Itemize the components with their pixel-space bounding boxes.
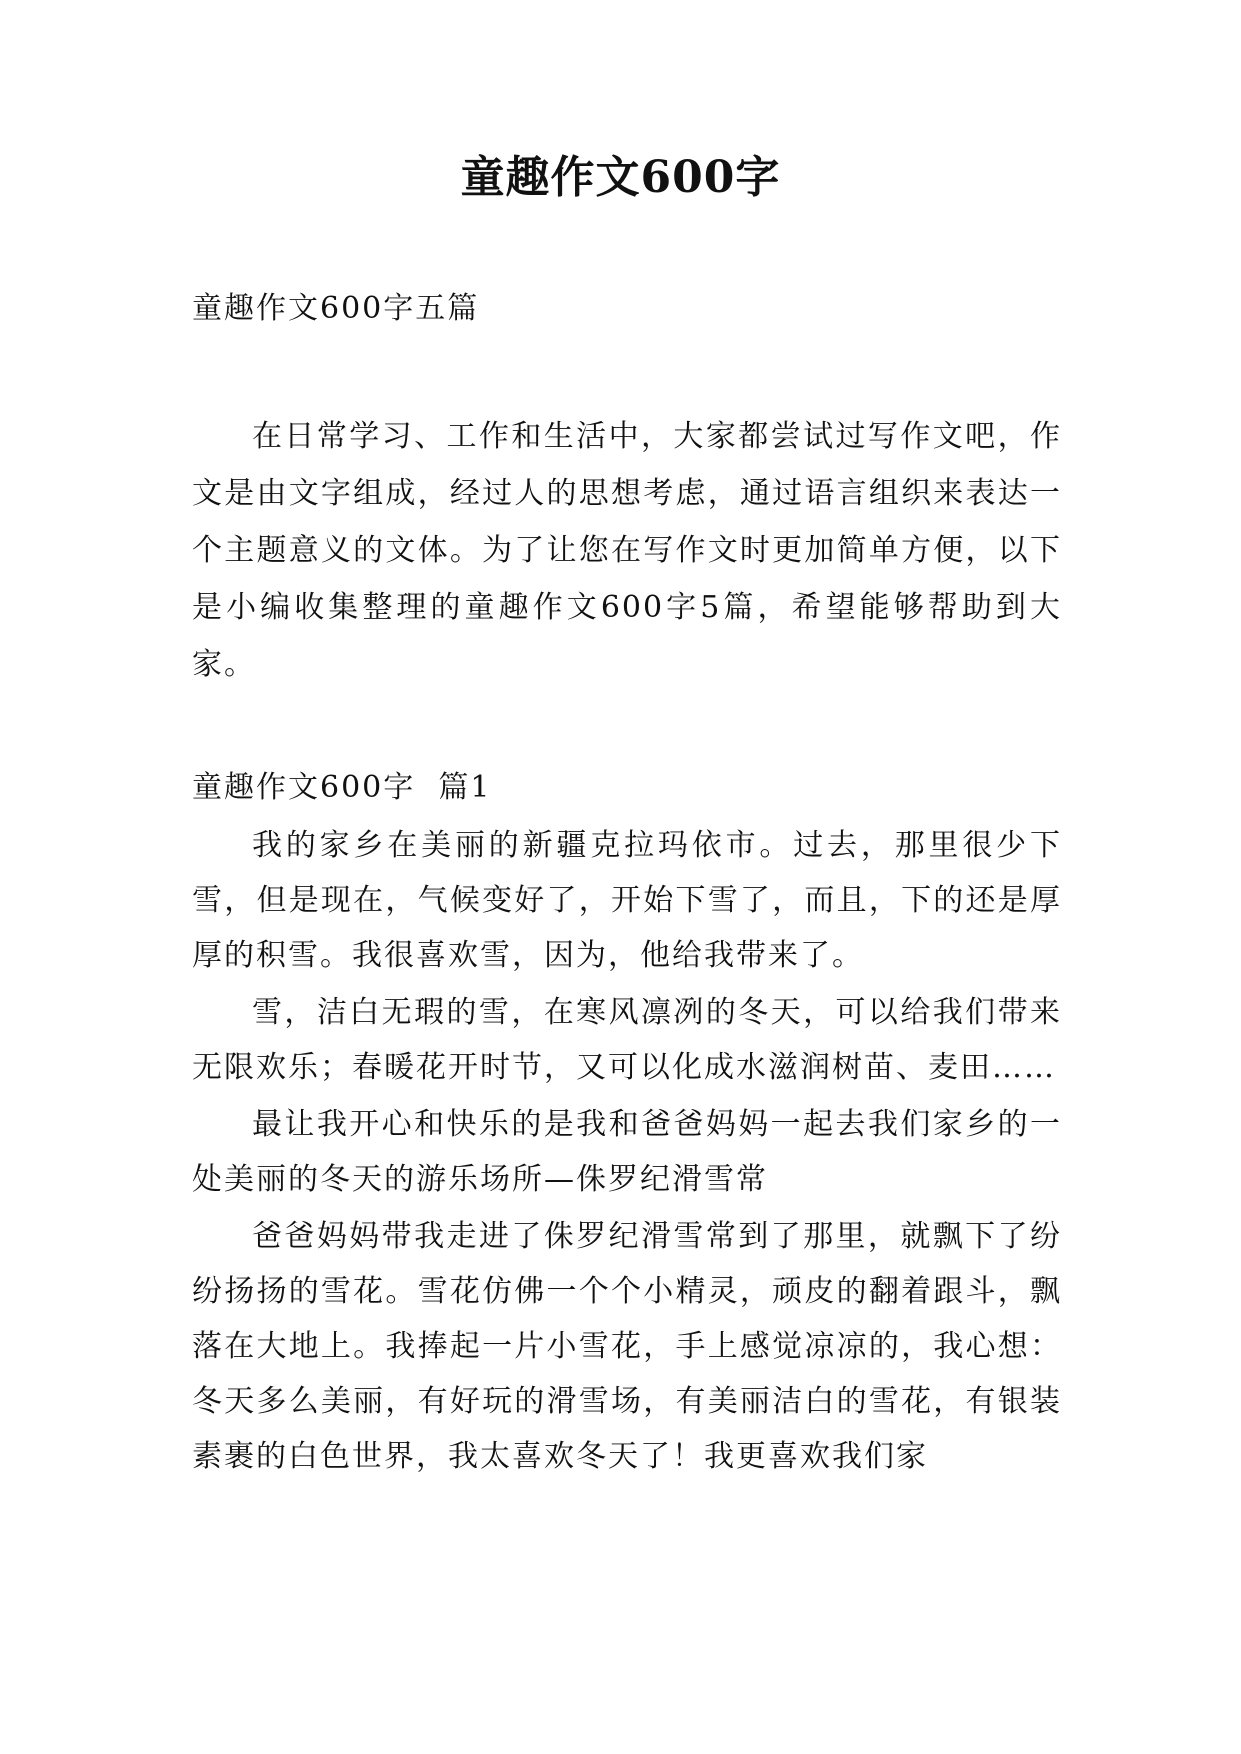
- essay-body: [192, 818, 1062, 1486]
- document-title: 童趣作文600字: [460, 152, 781, 203]
- section-heading: 童趣作文600字 篇1: [192, 770, 492, 805]
- essay-paragraph: 最让我开心和快乐的是我和爸爸妈妈一起去我们家乡的一处美丽的冬天的游乐场所—侏罗纪滑雪常: [192, 1107, 1062, 1197]
- document-subtitle: 童趣作文600字五篇: [192, 291, 480, 326]
- intro-section: [192, 408, 1062, 693]
- essay-paragraph: 爸爸妈妈带我走进了侏罗纪滑雪常到了那里，就飘下了纷纷扬扬的雪花。雪花仿佛一个个小精灵，顽皮的翻着跟斗，飘落在大地上。我捧起一片小雪花，手上感觉凉凉的，我心想：冬天多么美丽，有好玩的滑雪场，有美丽洁白的雪花，有银装素裹的白色世界，我太喜欢冬天了！我更喜欢我们家: [192, 1219, 1062, 1474]
- essay-paragraph: 雪，洁白无瑕的雪，在寒风凛冽的冬天，可以给我们带来无限欢乐；春暖花开时节，又可以化成水滋润树苗、麦田……: [192, 995, 1062, 1085]
- intro-paragraph: 在日常学习、工作和生活中，大家都尝试过写作文吧，作文是由文字组成，经过人的思想考虑，通过语言组织来表达一个主题意义的文体。为了让您在写作文时更加简单方便，以下是小编收集整理的童趣作文600字5篇，希望能够帮助到大家。: [192, 419, 1062, 682]
- essay-paragraph: 我的家乡在美丽的新疆克拉玛依市。过去，那里很少下雪，但是现在，气候变好了，开始下雪了，而且，下的还是厚厚的积雪。我很喜欢雪，因为，他给我带来了。: [192, 828, 1062, 973]
